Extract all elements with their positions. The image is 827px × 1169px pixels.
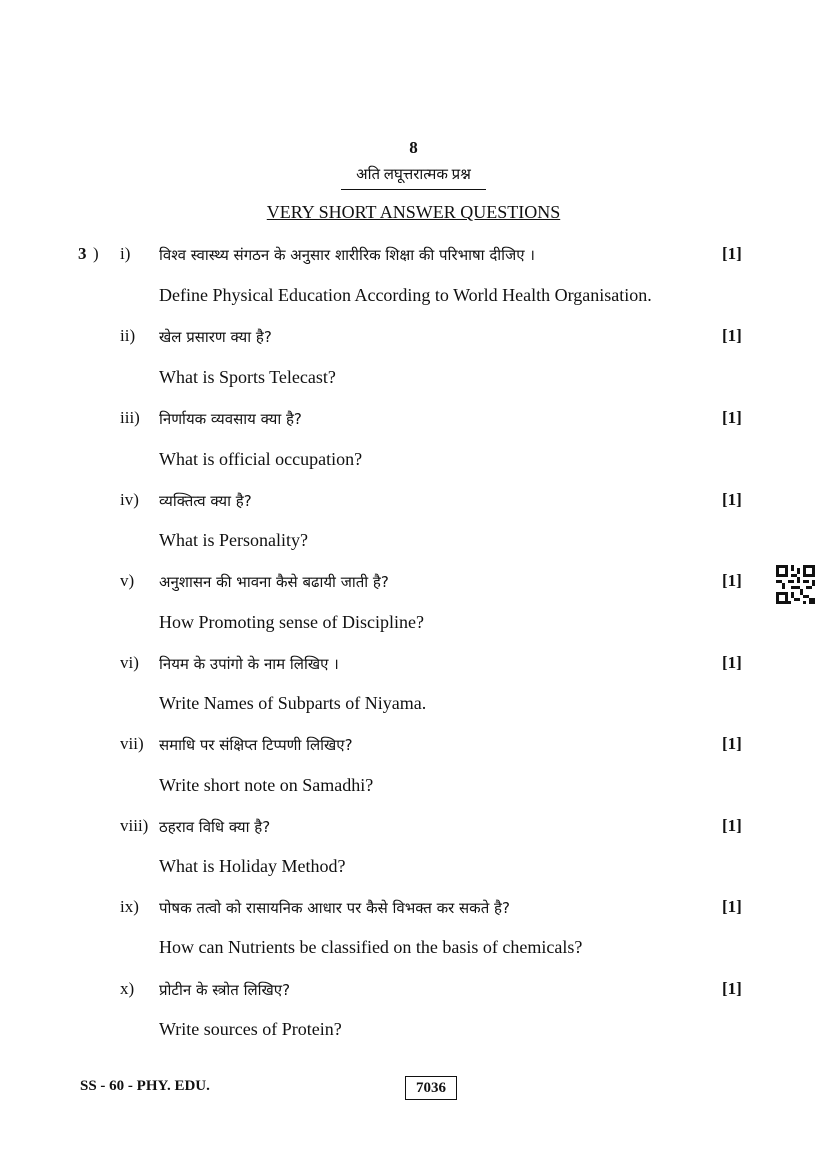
- item-english-text: How Promoting sense of Discipline?: [159, 612, 424, 632]
- section-heading-english: VERY SHORT ANSWER QUESTIONS: [266, 202, 561, 222]
- item-numeral: iii): [120, 408, 140, 427]
- item-numeral: viii): [120, 816, 149, 835]
- heading-underline: [341, 189, 486, 190]
- item-hindi-text: प्रोटीन के स्त्रोत लिखिए?: [159, 981, 291, 999]
- item-marks: [1]: [722, 979, 742, 998]
- item-marks: [1]: [722, 490, 742, 509]
- item-hindi-text: ठहराव विधि क्या है?: [159, 818, 271, 836]
- item-english-text: Define Physical Education According to World Health Organisation.: [159, 285, 652, 305]
- page-number: 8: [409, 138, 418, 157]
- item-english-text: What is Sports Telecast?: [159, 367, 336, 387]
- item-marks: [1]: [722, 244, 742, 263]
- item-english-text: Write Names of Subparts of Niyama.: [159, 693, 427, 713]
- item-english-text: How can Nutrients be classified on the basis of chemicals?: [159, 937, 583, 957]
- set-code-box: 7036: [405, 1076, 457, 1100]
- item-marks: [1]: [722, 571, 742, 590]
- item-english-text: Write sources of Protein?: [159, 1019, 342, 1039]
- question-number-paren: ): [93, 244, 99, 263]
- item-marks: [1]: [722, 897, 742, 916]
- paper-code: SS - 60 - PHY. EDU.: [80, 1078, 210, 1094]
- item-numeral: i): [120, 244, 131, 263]
- item-numeral: vi): [120, 653, 139, 672]
- item-hindi-text: अनुशासन की भावना कैसे बढायी जाती है?: [159, 573, 389, 591]
- item-marks: [1]: [722, 326, 742, 345]
- item-english-text: What is Holiday Method?: [159, 856, 346, 876]
- item-numeral: iv): [120, 490, 139, 509]
- question-number: 3: [78, 244, 87, 263]
- item-hindi-text: पोषक तत्वो को रासायनिक आधार पर कैसे विभक्त कर सकते है?: [159, 899, 510, 917]
- item-marks: [1]: [722, 734, 742, 753]
- item-marks: [1]: [722, 408, 742, 427]
- item-english-text: What is Personality?: [159, 530, 308, 550]
- item-numeral: ii): [120, 326, 136, 345]
- item-marks: [1]: [722, 816, 742, 835]
- item-numeral: vii): [120, 734, 144, 753]
- item-english-text: What is official occupation?: [159, 449, 363, 469]
- item-hindi-text: व्यक्तित्व क्या है?: [159, 492, 252, 510]
- item-hindi-text: विश्व स्वास्थ्य संगठन के अनुसार शारीरिक शिक्षा की परिभाषा दीजिए ।: [159, 246, 535, 264]
- item-hindi-text: नियम के उपांगो के नाम लिखिए ।: [159, 655, 339, 673]
- item-hindi-text: खेल प्रसारण क्या है?: [159, 328, 272, 346]
- item-hindi-text: समाधि पर संक्षिप्त टिप्पणी लिखिए?: [159, 736, 353, 754]
- item-numeral: x): [120, 979, 135, 998]
- qr-code: [776, 565, 815, 604]
- item-marks: [1]: [722, 653, 742, 672]
- item-numeral: ix): [120, 897, 139, 916]
- item-hindi-text: निर्णायक व्यवसाय क्या है?: [159, 410, 302, 428]
- item-english-text: Write short note on Samadhi?: [159, 775, 374, 795]
- item-numeral: v): [120, 571, 135, 590]
- section-heading-hindi: अति लघूत्तरात्मक प्रश्न: [356, 167, 471, 183]
